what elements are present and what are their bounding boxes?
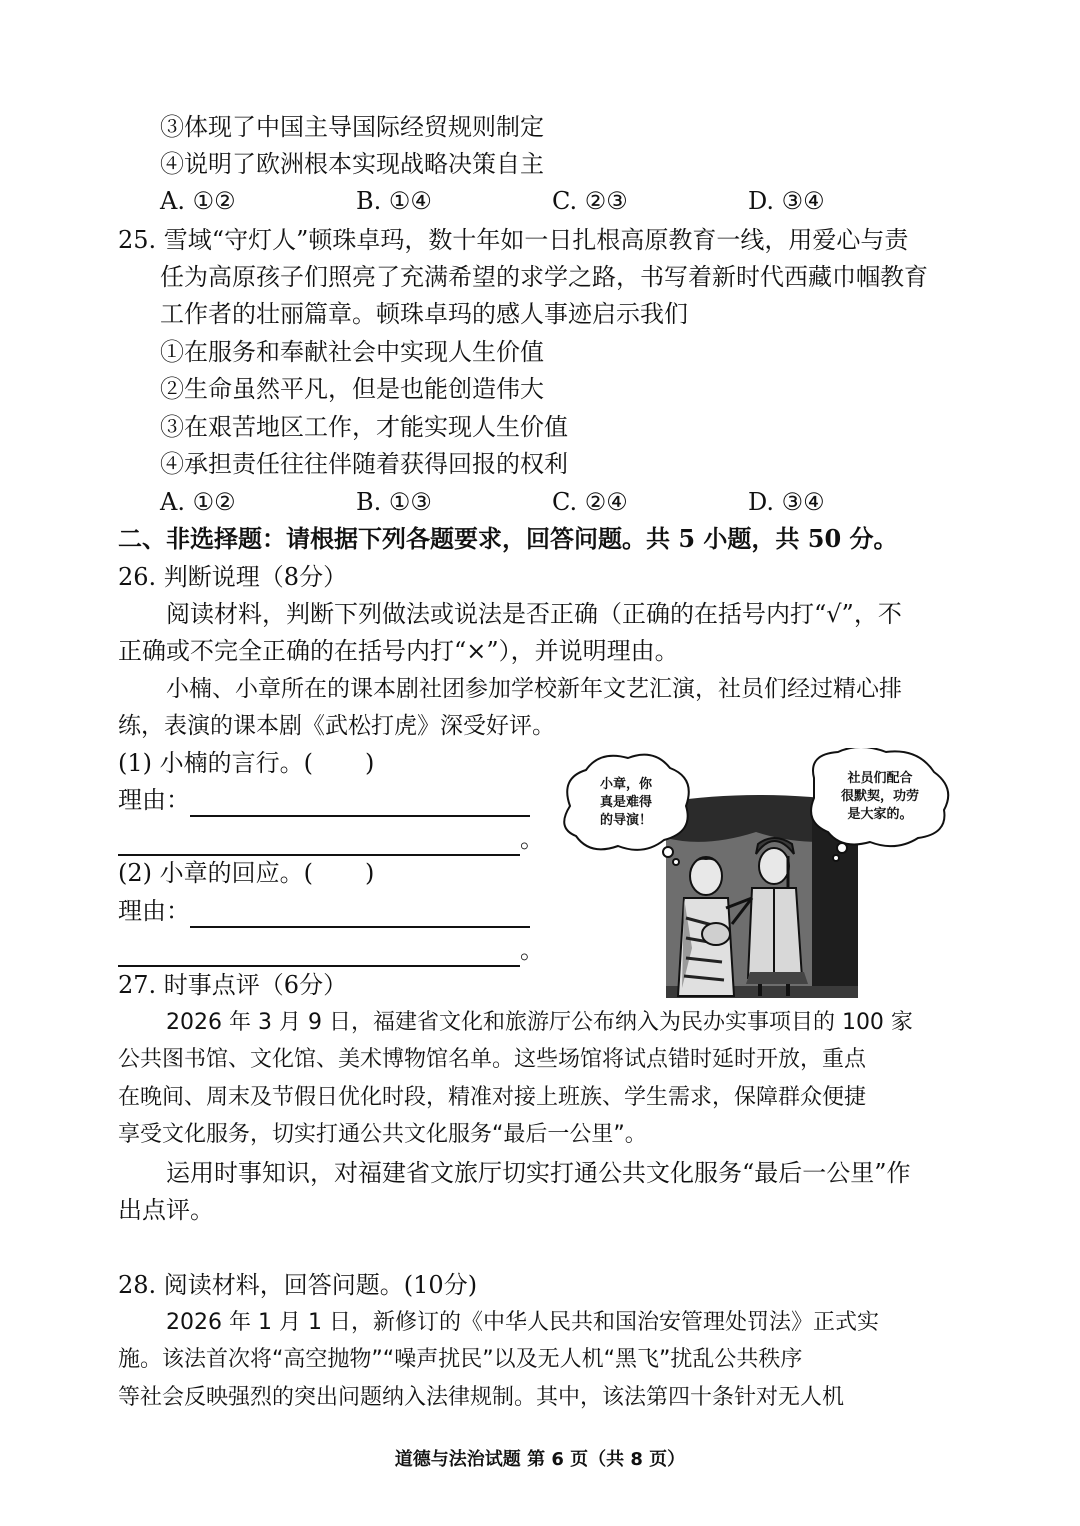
q27-material-4: 享受文化服务，切实打通公共文化服务“最后一公里”。 [118,1122,647,1147]
q25-item-1: ①在服务和奉献社会中实现人生价值 [160,338,544,366]
q25-stem-line-3: 工作者的壮丽篇章。顿珠卓玛的感人事迹启示我们 [160,300,688,328]
q28-material-2: 施。该法首次将“高空抛物”“噪声扰民”以及无人机“黑飞”扰乱公共秩序 [118,1347,803,1372]
q28-material-3: 等社会反映强烈的突出问题纳入法律规制。其中，该法第四十条针对无人机 [118,1385,845,1410]
q27-material-3: 在晚间、周末及节假日优化时段，精准对接上班族、学生需求，保障群众便捷 [118,1085,867,1110]
q25-item-3: ③在艰苦地区工作，才能实现人生价值 [160,413,568,441]
q25-item-4: ④承担责任往往伴随着获得回报的权利 [160,450,568,478]
q26-material-1: 小楠、小章所在的课本剧社团参加学校新年文艺汇演，社员们经过精心排 [166,676,902,702]
q28-title: 28. 阅读材料，回答问题。(10分) [118,1271,478,1299]
bubble-left-line-2: 真是难得 [599,795,653,810]
bubble-left-line-1: 小章，你 [599,777,653,792]
q26-reason-1-line-a[interactable] [190,789,530,817]
q26-sub2 [118,856,374,890]
q26-sub2-close: ) [365,859,375,887]
bubble-right-line-1: 社员们配合 [847,771,913,786]
q26-reason-1-cont [118,822,544,856]
q26-reason-2-period: 。 [520,936,544,964]
q24-option-3: ③体现了中国主导国际经贸规则制定 [160,113,544,141]
q25-choice-b[interactable]: B. ①③ [356,488,432,516]
q26-sub1-close: ) [365,749,375,777]
q27-material-2: 公共图书馆、文化馆、美术博物馆名单。这些场馆将试点错时延时开放，重点 [118,1047,867,1072]
bubble-right-line-3: 是大家的。 [847,807,913,822]
q26-reason-2-line-a[interactable] [190,900,530,928]
q26-reason-1-line-b[interactable] [118,828,520,856]
q26-sub2-label: (2) 小章的回应。( [118,859,313,887]
q26-reason-2 [118,894,530,928]
q24-choice-b[interactable]: B. ①④ [356,187,432,215]
q26-reason-1-period: 。 [520,825,544,853]
q25-stem-line-2: 任为高原孩子们照亮了充满希望的求学之路，书写着新时代西藏巾帼教育 [160,263,928,291]
q24-choice-c[interactable]: C. ②③ [552,187,628,215]
q26-instruction-1: 阅读材料，判断下列做法或说法是否正确（正确的在括号内打“√”，不 [166,600,902,628]
q26-reason-1 [118,783,530,817]
q24-choice-d[interactable]: D. ③④ [748,187,825,215]
cartoon-illustration [556,748,960,1000]
page-footer: 道德与法治试题 第 6 页（共 8 页） [394,1449,686,1470]
q24-choice-a[interactable]: A. ①② [160,187,236,215]
q26-reason-2-cont [118,933,544,967]
bubble-left-line-3: 的导演！ [599,813,653,828]
speech-bubble-left [564,755,689,865]
q24-option-4: ④说明了欧洲根本实现战略决策自主 [160,150,544,178]
q25-stem-line-1: 25. 雪域“守灯人”顿珠卓玛，数十年如一日扎根高原教育一线，用爱心与责 [118,226,909,254]
q26-material-2: 练，表演的课本剧《武松打虎》深受好评。 [118,713,555,739]
q27-title: 27. 时事点评（6分） [118,971,348,999]
q26-title: 26. 判断说理（8分） [118,563,348,591]
q27-task-1: 运用时事知识，对福建省文旅厅切实打通公共文化服务“最后一公里”作 [166,1159,911,1187]
bubble-right-line-2: 很默契，功劳 [840,789,920,804]
q27-material-1: 2026 年 3 月 9 日，福建省文化和旅游厅公布纳入为民办实事项目的 100 家 [166,1010,913,1035]
q26-reason-1-label: 理由： [118,786,190,814]
q27-task-2: 出点评。 [118,1196,214,1224]
q25-choice-d[interactable]: D. ③④ [748,488,825,516]
q26-sub1-label: (1) 小楠的言行。( [118,749,313,777]
q26-reason-2-line-b[interactable] [118,939,520,967]
q28-material-1: 2026 年 1 月 1 日，新修订的《中华人民共和国治安管理处罚法》正式实 [166,1310,879,1335]
q26-sub1 [118,746,374,780]
section-2-heading: 二、非选择题：请根据下列各题要求，回答问题。共 5 小题，共 50 分。 [118,524,898,553]
q26-cartoon [556,748,960,1000]
q26-instruction-2: 正确或不完全正确的在括号内打“×”），并说明理由。 [118,637,679,665]
q25-item-2: ②生命虽然平凡，但是也能创造伟大 [160,375,544,403]
q25-choice-c[interactable]: C. ②④ [552,488,628,516]
q26-reason-2-label: 理由： [118,897,190,925]
q25-choice-a[interactable]: A. ①② [160,488,236,516]
